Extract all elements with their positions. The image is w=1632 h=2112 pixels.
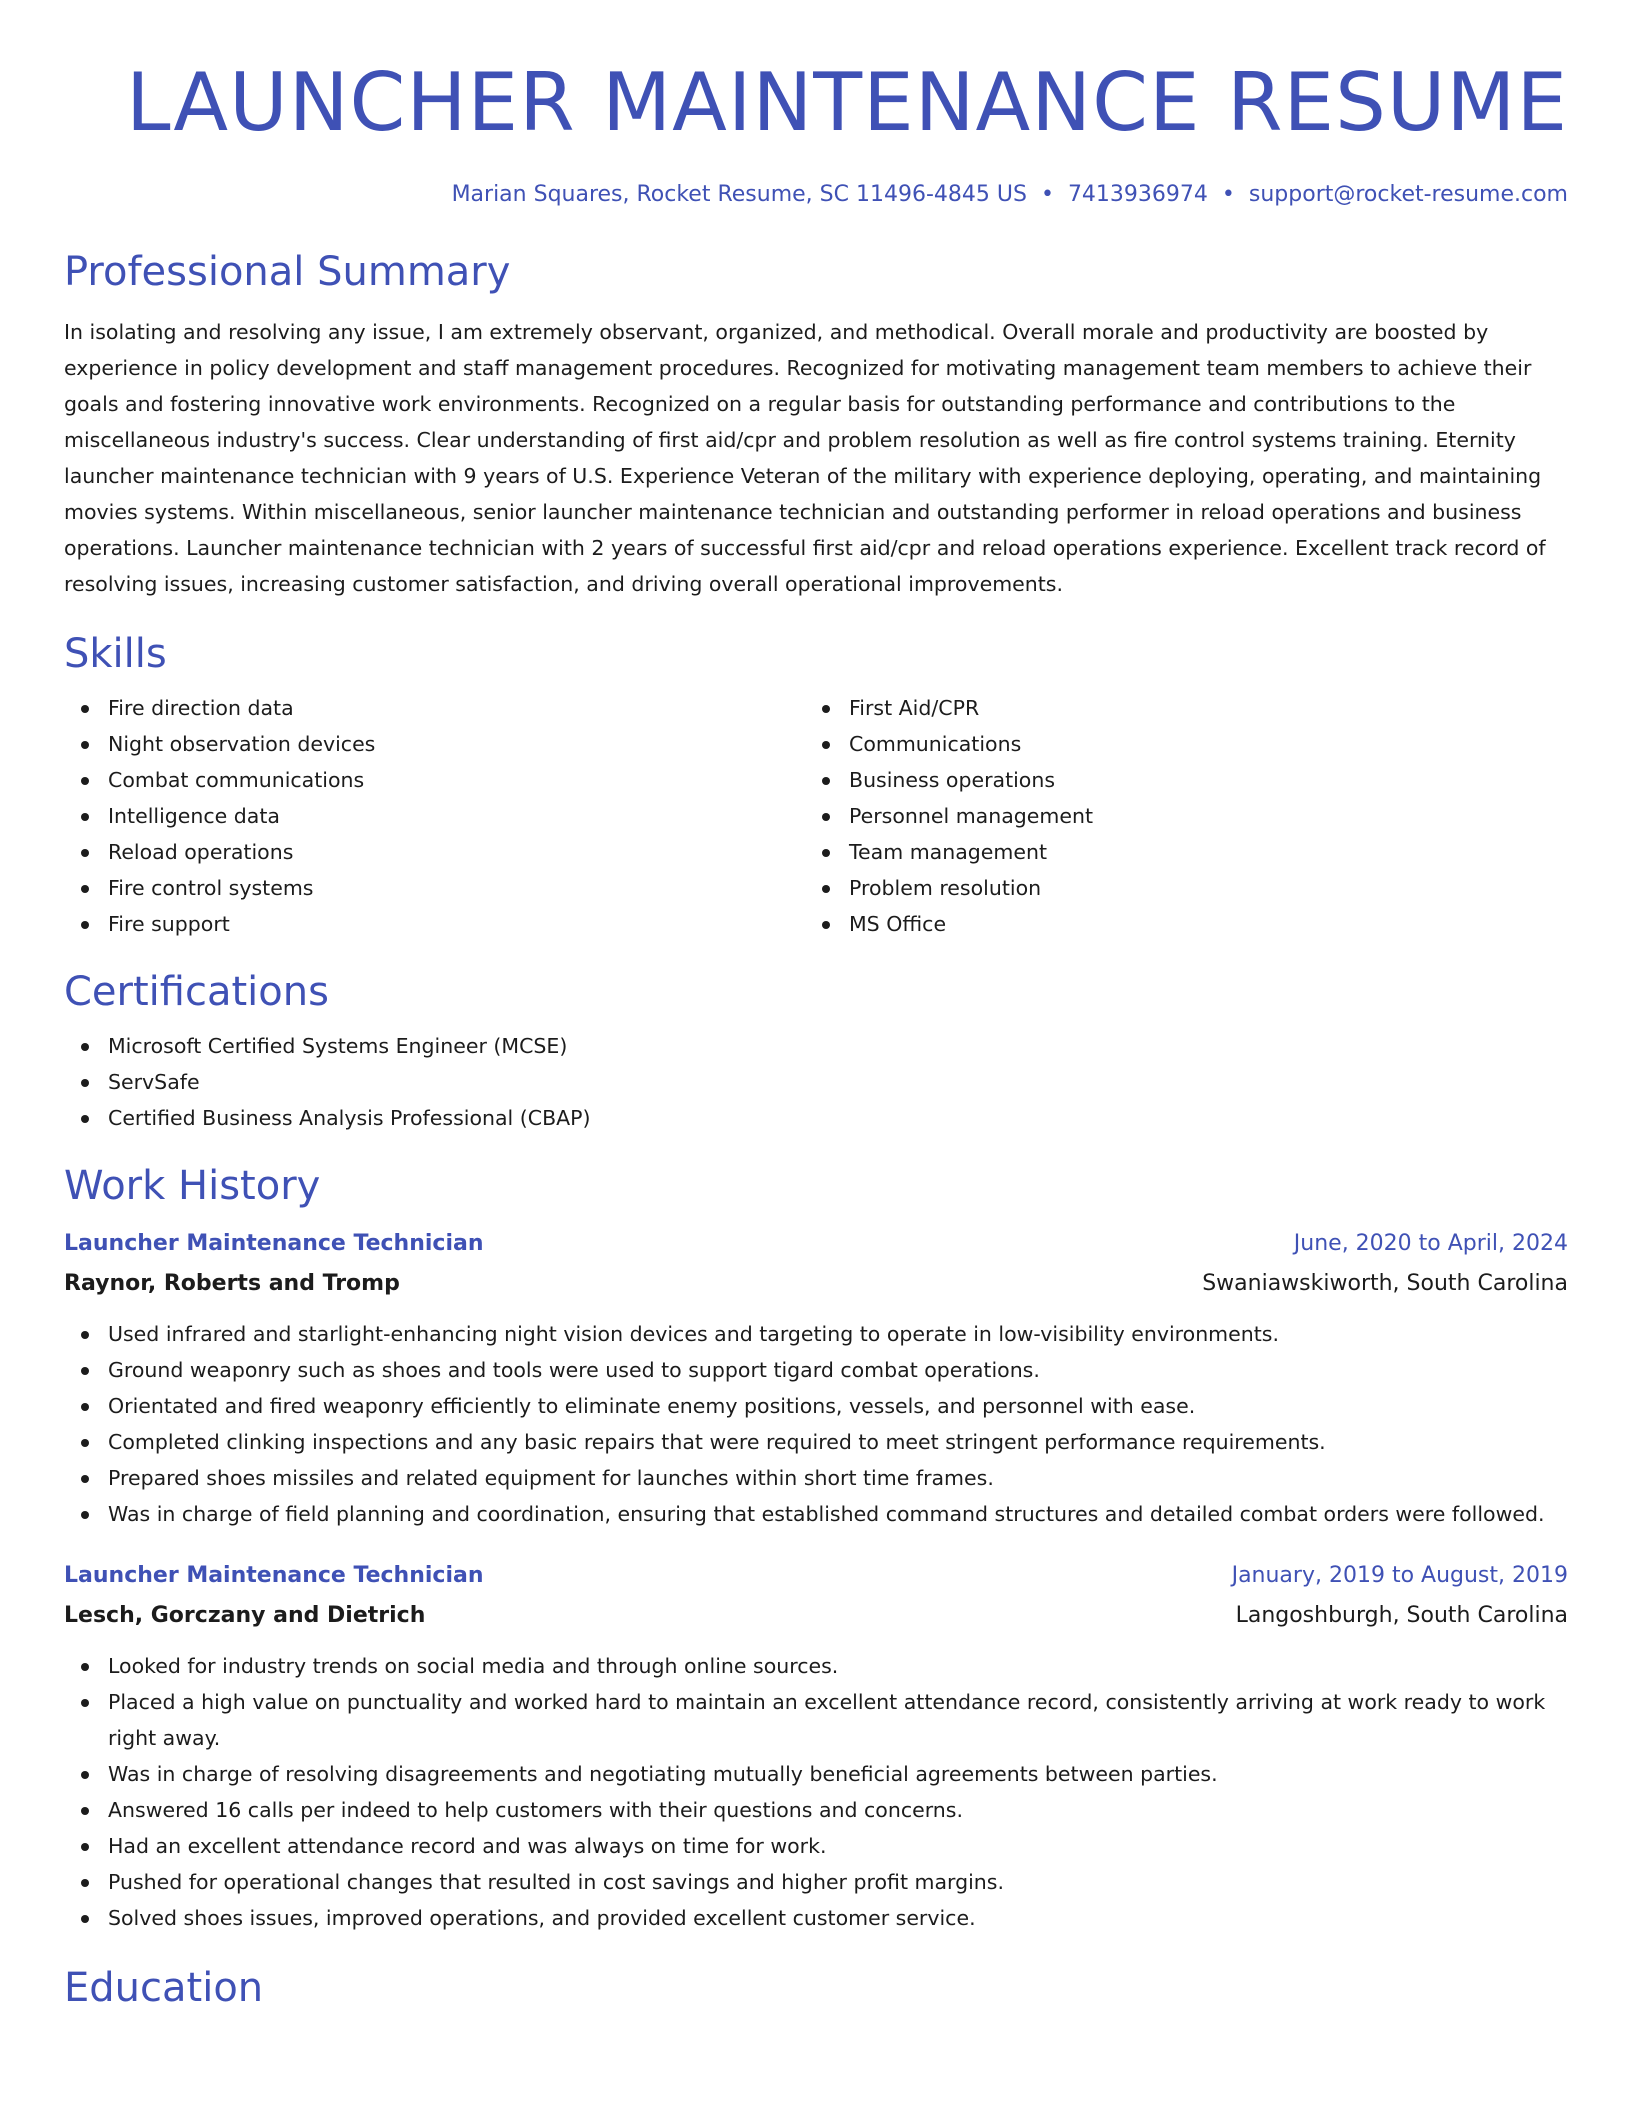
- certification-item: Certified Business Analysis Professional (CBAP): [64, 1100, 1568, 1136]
- skills-grid: [64, 690, 1568, 942]
- skill-item: Fire control systems: [64, 870, 805, 906]
- job-bullets: [64, 1648, 1568, 1936]
- work-history-heading: Work History: [64, 1163, 321, 1209]
- job-bullet: Solved shoes issues, improved operations, and provided excellent customer service.: [64, 1900, 1568, 1936]
- contact-email[interactable]: support@rocket-resume.com: [1248, 182, 1568, 207]
- skill-item: Personnel management: [805, 798, 1546, 834]
- certification-item: Microsoft Certified Systems Engineer (MCSE): [64, 1028, 1568, 1064]
- job-bullet: Ground weaponry such as shoes and tools were used to support tigard combat operations.: [64, 1352, 1568, 1388]
- skill-item: Intelligence data: [64, 798, 805, 834]
- job-bullet: Used infrared and starlight-enhancing night vision devices and targeting to operate in low-visibility environments.: [64, 1316, 1568, 1352]
- skill-item: Reload operations: [64, 834, 805, 870]
- job-bullet: Had an excellent attendance record and was always on time for work.: [64, 1828, 1568, 1864]
- skills-heading: Skills: [64, 631, 167, 677]
- skills-list-left: [64, 690, 805, 942]
- job-bullet: Prepared shoes missiles and related equipment for launches within short time frames.: [64, 1460, 1568, 1496]
- skill-item: Communications: [805, 726, 1546, 762]
- job-entry: [64, 1226, 1568, 1532]
- job-bullet: Looked for industry trends on social media and through online sources.: [64, 1648, 1568, 1684]
- education-heading: Education: [64, 1965, 264, 2011]
- resume-title: LAUNCHER MAINTENANCE RESUME: [126, 56, 1568, 149]
- certifications-list: [64, 1028, 1568, 1136]
- job-location: Swaniawskiworth, South Carolina: [1202, 1271, 1568, 1296]
- skill-item: Fire support: [64, 906, 805, 942]
- job-company-row: [64, 1594, 1568, 1634]
- skill-item: Fire direction data: [64, 690, 805, 726]
- job-bullet: Answered 16 calls per indeed to help customers with their questions and concerns.: [64, 1792, 1568, 1828]
- contact-separator: •: [1040, 182, 1054, 207]
- job-location: Langoshburgh, South Carolina: [1235, 1603, 1568, 1628]
- skill-item: First Aid/CPR: [805, 690, 1546, 726]
- contact-address: Marian Squares, Rocket Resume, SC 11496-4845 US: [451, 182, 1027, 207]
- skill-item: MS Office: [805, 906, 1546, 942]
- job-bullet: Completed clinking inspections and any basic repairs that were required to meet stringent performance requirements.: [64, 1424, 1568, 1460]
- skill-item: Team management: [805, 834, 1546, 870]
- skill-item: Business operations: [805, 762, 1546, 798]
- job-header-row: [64, 1558, 1568, 1594]
- job-dates: January, 2019 to August, 2019: [1231, 1563, 1568, 1588]
- job-bullet: Was in charge of field planning and coordination, ensuring that established command structures and detailed combat orders were followed.: [64, 1496, 1568, 1532]
- contact-phone[interactable]: 7413936974: [1067, 182, 1208, 207]
- job-company: Raynor, Roberts and Tromp: [64, 1271, 400, 1296]
- job-header-row: [64, 1226, 1568, 1262]
- skills-list-right: [805, 690, 1546, 942]
- job-entry: [64, 1558, 1568, 1936]
- skill-item: Night observation devices: [64, 726, 805, 762]
- job-dates: June, 2020 to April, 2024: [1293, 1231, 1568, 1256]
- certifications-heading: Certifications: [64, 969, 329, 1015]
- job-bullet: Orientated and fired weaponry efficiently to eliminate enemy positions, vessels, and personnel with ease.: [64, 1388, 1568, 1424]
- job-company-row: [64, 1262, 1568, 1302]
- job-bullets: [64, 1316, 1568, 1532]
- skill-item: Problem resolution: [805, 870, 1546, 906]
- contact-separator: •: [1221, 182, 1235, 207]
- job-title: Launcher Maintenance Technician: [64, 1563, 484, 1588]
- skill-item: Combat communications: [64, 762, 805, 798]
- certification-item: ServSafe: [64, 1064, 1568, 1100]
- job-bullet: Was in charge of resolving disagreements and negotiating mutually beneficial agreements between parties.: [64, 1756, 1568, 1792]
- job-title: Launcher Maintenance Technician: [64, 1231, 484, 1256]
- job-company: Lesch, Gorczany and Dietrich: [64, 1603, 426, 1628]
- summary-text: In isolating and resolving any issue, I am extremely observant, organized, and methodical. Overall morale and productivity are boosted by experience in policy development and staff management procedures. Recognized for motivating management team members to achieve their goals and fostering innovative work environments. Recognized on a regular basis for outstanding performance and contributions to the miscellaneous industry's success. Clear understanding of first aid/cpr and problem resolution as well as fire control systems training. Eternity launcher maintenance technician with 9 years of U.S. Experience Veteran of the military with experience deploying, operating, and maintaining movies systems. Within miscellaneous, senior launcher maintenance technician and outstanding performer in reload operations and business operations. Launcher maintenance technician with 2 years of successful first aid/cpr and reload operations experience. Excellent track record of resolving issues, increasing customer satisfaction, and driving overall operational improvements.: [64, 320, 1546, 596]
- summary-heading: Professional Summary: [64, 249, 511, 295]
- contact-line: [64, 180, 1568, 210]
- job-bullet: Placed a high value on punctuality and worked hard to maintain an excellent attendance record, consistently arriving at work ready to work right away.: [64, 1684, 1568, 1756]
- job-bullet: Pushed for operational changes that resulted in cost savings and higher profit margins.: [64, 1864, 1568, 1900]
